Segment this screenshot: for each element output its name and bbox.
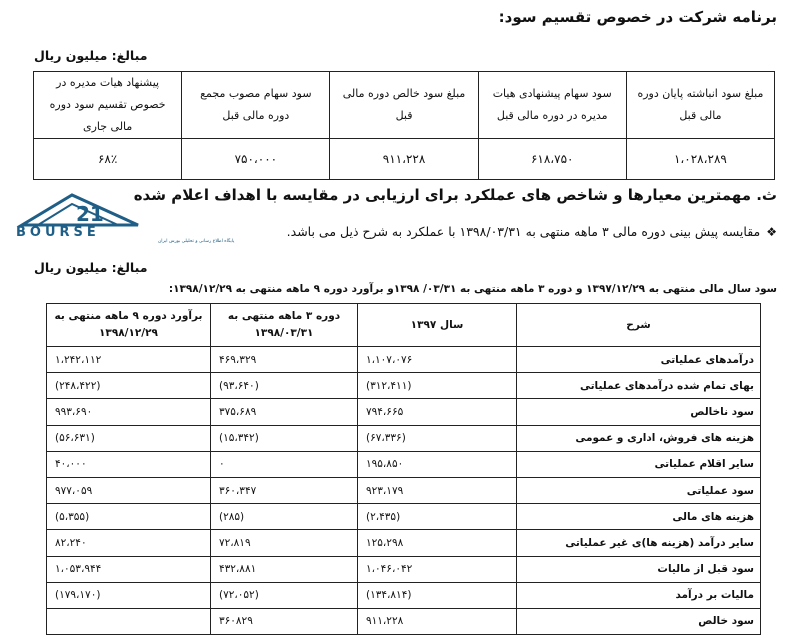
row-3-month: ۳۶۰۸۲۹ [211,608,358,634]
dividend-table [33,71,775,180]
table-row [47,373,761,399]
row-year-1397: ۱،۰۴۶،۰۴۲ [358,556,517,582]
table-row [47,556,761,582]
table-row [47,425,761,451]
header-proposed-dividend-prev: سود سهام پیشنهادی هیات مدیره در دوره مالی قبل [478,72,626,139]
header-net-profit-prev: مبلغ سود خالص دوره مالی قبل [330,72,478,139]
header-approved-dividend-prev: سود سهام مصوب مجمع دوره مالی قبل [182,72,330,139]
row-year-1397: (۱۳۴،۸۱۴) [358,582,517,608]
row-9-month-estimate: (۱۷۹،۱۷۰) [47,582,211,608]
header-description: شرح [517,304,761,347]
value-board-proposal-current: ۶۸٪ [34,139,182,180]
row-description: سود خالص [517,608,761,634]
row-3-month: ۷۲،۸۱۹ [211,530,358,556]
row-9-month-estimate: ۱،۲۴۲،۱۱۲ [47,347,211,373]
table-row [47,530,761,556]
row-description: سایر درآمد (هزینه ها)ی غیر عملیاتی [517,530,761,556]
table-row [47,582,761,608]
row-3-month: ۳۶۰،۳۴۷ [211,477,358,503]
row-description: سود عملیاتی [517,477,761,503]
row-description: سود قبل از مالیات [517,556,761,582]
table-row [47,477,761,503]
row-description: سایر اقلام عملیاتی [517,451,761,477]
performance-intro-text: مقایسه پیش بینی دوره مالی ۳ ماهه منتهی به ۱۳۹۸/۰۳/۳۱ با عملکرد به شرح ذیل می باشد. [286,224,761,239]
logo-tagline: پایگاه اطلاع رسانی و تحلیلی بورس ایران [158,239,235,244]
row-description: بهای تمام شده درآمدهای عملیاتی [517,373,761,399]
row-9-month-estimate: ۸۲،۲۴۰ [47,530,211,556]
table-row [47,347,761,373]
row-3-month: (۱۵،۳۴۲) [211,425,358,451]
performance-table [46,303,761,635]
table-row [47,399,761,425]
row-year-1397: (۲،۴۳۵) [358,504,517,530]
row-year-1397: ۱،۱۰۷،۰۷۶ [358,347,517,373]
performance-unit-label: مبالغ: میلیون ریال [34,260,148,275]
header-3-month-period: دوره ۳ ماهه منتهی به ۱۳۹۸/۰۳/۳۱ [211,304,358,347]
logo-word: BOURSE [16,225,100,240]
row-9-month-estimate: (۵۶،۶۳۱) [47,425,211,451]
row-9-month-estimate: ۹۷۷،۰۵۹ [47,477,211,503]
row-year-1397: ۱۲۵،۲۹۸ [358,530,517,556]
row-year-1397: (۶۷،۳۳۶) [358,425,517,451]
row-9-month-estimate: ۹۹۳،۶۹۰ [47,399,211,425]
row-year-1397: ۱۹۵،۸۵۰ [358,451,517,477]
dividend-table-header-row [34,72,775,139]
dividend-table-value-row [34,139,775,180]
row-3-month: ۴۳۲،۸۸۱ [211,556,358,582]
row-description: هزینه های مالی [517,504,761,530]
row-9-month-estimate: (۲۴۸،۴۲۲) [47,373,211,399]
row-year-1397: (۳۱۲،۴۱۱) [358,373,517,399]
table-row [47,451,761,477]
performance-table-header-row [47,304,761,347]
logo-digits: 21 [76,202,104,226]
diamond-bullet-icon: ❖ [766,225,777,239]
performance-intro [287,224,777,239]
header-retained-earnings: مبلغ سود انباشته پایان دوره مالی قبل [626,72,774,139]
table-row [47,504,761,530]
row-3-month: (۲۸۵) [211,504,358,530]
row-description: سود ناخالص [517,399,761,425]
row-3-month: ۴۶۹،۳۲۹ [211,347,358,373]
row-year-1397: ۹۲۳،۱۷۹ [358,477,517,503]
header-board-proposal-current: پیشنهاد هیات مدیره در خصوص تقسیم سود دوره مالی جاری [34,72,182,139]
row-3-month: ۰ [211,451,358,477]
dividend-section-title: برنامه شرکت در خصوص تقسیم سود: [498,8,777,26]
header-year-1397: سال ۱۳۹۷ [358,304,517,347]
value-approved-dividend-prev: ۷۵۰،۰۰۰ [182,139,330,180]
row-9-month-estimate: ۱،۰۵۳،۹۴۴ [47,556,211,582]
row-9-month-estimate: (۵،۳۵۵) [47,504,211,530]
dividend-unit-label: مبالغ: میلیون ریال [34,48,148,63]
row-description: درآمدهای عملیاتی [517,347,761,373]
row-description: مالیات بر درآمد [517,582,761,608]
table-row [47,608,761,634]
performance-table-caption: سود سال مالی منتهی به ۱۳۹۷/۱۲/۲۹ و دوره ۳ ماهه منتهی به ۰۳/۳۱/ ۱۳۹۸و برآورد دوره ۹ ماهه منتهی به ۱۳۹۸/۱۲/۲۹: [168,283,777,295]
header-9-month-estimate: برآورد دوره ۹ ماهه منتهی به ۱۳۹۸/۱۲/۲۹ [47,304,211,347]
row-3-month: ۳۷۵،۶۸۹ [211,399,358,425]
row-description: هزینه های فروش، اداری و عمومی [517,425,761,451]
row-3-month: (۹۳،۶۴۰) [211,373,358,399]
row-9-month-estimate: ۴۰،۰۰۰ [47,451,211,477]
row-3-month: (۷۲،۰۵۲) [211,582,358,608]
value-proposed-dividend-prev: ۶۱۸،۷۵۰ [478,139,626,180]
row-year-1397: ۷۹۴،۶۶۵ [358,399,517,425]
row-9-month-estimate [47,608,211,634]
performance-section-title: ث. مهمترین معیارها و شاخص های عملکرد برای ارزیابی در مقایسه با اهداف اعلام شده [133,186,777,204]
row-year-1397: ۹۱۱،۲۲۸ [358,608,517,634]
value-retained-earnings: ۱،۰۲۸،۲۸۹ [626,139,774,180]
value-net-profit-prev: ۹۱۱،۲۲۸ [330,139,478,180]
